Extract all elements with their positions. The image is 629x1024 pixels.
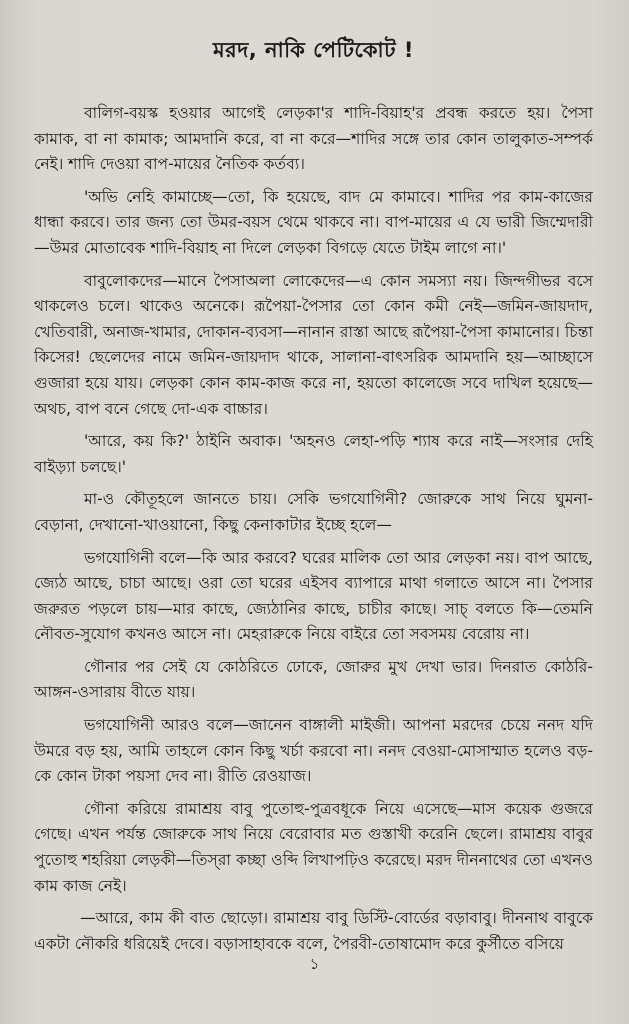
paragraph-10: —আরে, কাম কী বাত ছোড়ো। রামাশ্রয় বাবু ডিস্টি-বোর্ডের বড়াবাবু। দীননাথ বাবুকে একটা নৌকরি ধরিয়েই দেবে। বড়াসাহাবকে বলে, পৈরবী-তোষামোদ করে কুর্সীতে বসিয়ে (34, 909, 593, 953)
paragraph-6: ভগযোগিনী বলে—কি আর করবে? ঘরের মালিক তো আর লেড়কা নয়। বাপ আছে, জ্যেঠ আছে, চাচা আছে। ওরা তো ঘরের এইসব ব্যাপারে মাথা গলাতে আসে না। পৈসার জরুরত পড়লে চায়—মার কাছে, জ্যেঠানির কাছে, চাচীর কাছে। সাচ্‌ বলতে কি—তেমনি নৌবত-সুযোগ কখনও আসে না। মেহরারুকে নিয়ে বাইরে তো সবসময় বেরোয় না। (34, 548, 593, 644)
paragraph-2: 'অভি নেহি কামাচ্ছে—তো, কি হয়েছে, বাদ মে কামাবে। শাদির পর কাম-কাজের ধান্ধা করবে। তার জন্য তো উমর-বয়স থেমে থাকবে না। বাপ-মায়ের এ যে ভারী জিম্মেদারী—উমর মোতাবেক শাদি-বিয়াহ না দিলে লেড়কা বিগড়ে যেতে টাইম লাগে না।' (34, 187, 593, 257)
paragraph-9: গৌনা করিয়ে রামাশ্রয় বাবু পুতোহু-পুত্রবধূকে নিয়ে এসেছে—মাস কয়েক গুজরে গেছে। এখন পর্যন্ত জোরুকে সাথ নিয়ে বেরোবার মত গুস্তাখী করেনি ছেলে। রামাশ্রয় বাবুর পুতোহু শহরিয়া লেড়কী—তিস্‌রা কচ্ছা ওব্দি লিখাপঢ়িও করেছে। মরদ দীননাথের তো এখনও কাম কাজ নেই। (34, 799, 593, 895)
paragraph-3: বাবুলোকদের—মানে পৈসাঅলা লোকেদের—এ কোন সমস্যা নয়। জিন্দগীভর বসে থাকলেও চলে। থাকেও অনেকে। রূপৈয়া-পৈসার তো কোন কমী নেই—জমিন-জায়দাদ, খেতিবারী, অনাজ-খামার, দোকান-ব্যবসা—নানান রাস্তা আছে রূপৈয়া-পৈসা কামানোর। চিন্তা কিসের! ছেলেদের নামে জমিন-জায়দাদ থাকে, সালানা-বাৎসরিক আমদানি হয়—আচ্ছাসে গুজারা হয়ে যায়। লেড়কা কোন কাম-কাজ করে না, হয়তো কালেজে সবে দাখিল হয়েছে—অথচ, বাপ বনে গেছে দো-এক বাচ্চার। (34, 271, 593, 418)
paragraph-1: বালিগ-বয়স্ক হওয়ার আগেই লেড়কা'র শাদি-বিয়াহ'র প্রবন্ধ করতে হয়। পৈসা কামাক, বা না কামাক; আমদানি করে, বা না করে—শাদির সঙ্গে তার কোন তালুকাত-সম্পর্ক নেই। শাদি দেওয়া বাপ-মায়ের নৈতিক কর্তব্য। (34, 104, 593, 174)
paragraph-7: গৌনার পর সেই যে কোঠরিতে ঢোকে, জোরুর মুখ দেখা ভার। দিনরাত কোঠরি-আঙ্গন-ওসারায় বীতে যায়। (34, 657, 593, 702)
page-number: ১ (309, 955, 320, 973)
chapter-title: মরদ, নাকি পেটিকোট ! (213, 38, 414, 62)
paragraph-4: 'আরে, কয় কি?' ঠাইনি অবাক। 'অহনও লেহা-পড়ি শ্যাষ করে নাই—সংসার দেহি বাইড়্যা চলছে।' (34, 432, 593, 476)
paragraph-8: ভগযোগিনী আরও বলে—জানেন বাঙ্গালী মাইজী। আপনা মরদের চেয়ে ননদ যদি উমরে বড় হয়, আমি তাহলে কোন কিছু খর্চা করবো না। ননদ বেওয়া-মোসাম্মাত হলেও বড়-কে কোন টাকা পয়সা দেব না। রীতি রেওয়াজ। (34, 716, 593, 786)
paragraph-5: মা-ও কৌতূহলে জানতে চায়। সেকি ভগযোগিনী? জোরুকে সাথ নিয়ে ঘুমনা-বেড়ানা, দেখানো-খাওয়ানো, কিছু কেনাকাটার ইচ্ছে হলে— (34, 490, 593, 534)
